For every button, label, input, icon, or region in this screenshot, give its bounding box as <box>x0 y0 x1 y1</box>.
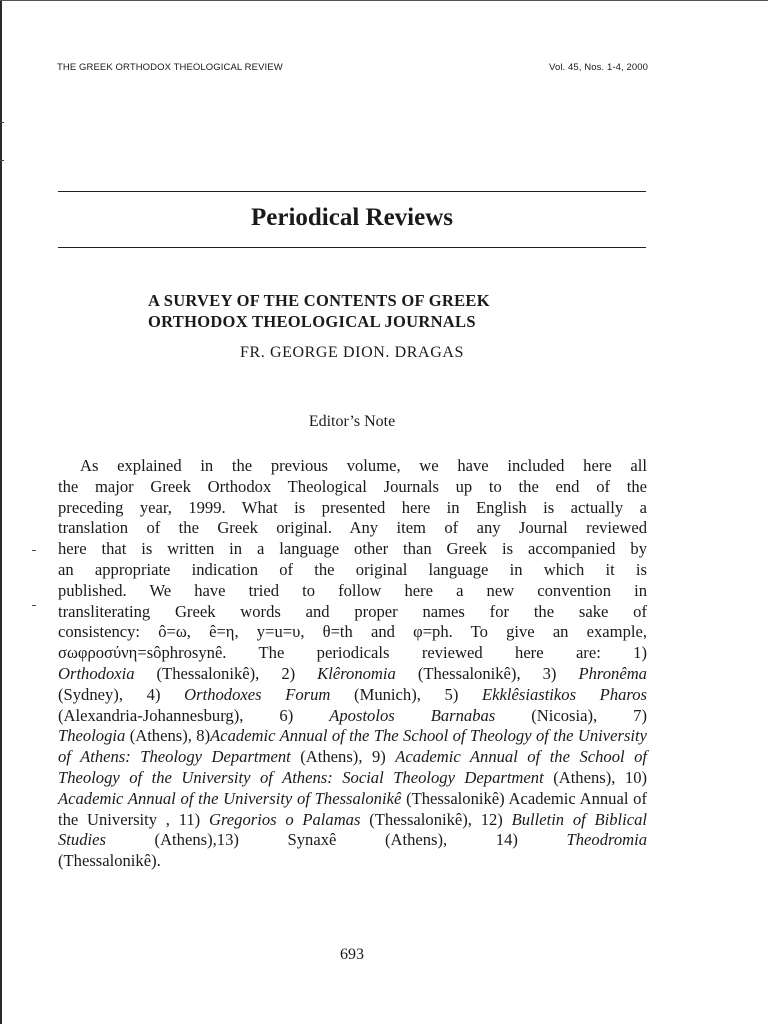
journal-title: Orthodoxes Forum <box>184 684 331 704</box>
journal-title: Academic Annual of the School of Theology of the University of Athens: Social Theology Department <box>58 747 648 787</box>
volume-info: Vol. 45, Nos. 1-4, 2000 <box>549 62 648 73</box>
scan-margin-mark <box>0 122 4 123</box>
body-line: (Thessalonikê). <box>58 851 161 871</box>
article-author: FR. GEORGE DION. DRAGAS <box>239 344 465 361</box>
journal-title: Apostolos Barnabas <box>329 705 496 725</box>
article-title <box>148 290 628 332</box>
body-line: an appropriate indication of the original language in which it is <box>58 559 647 579</box>
journal-title: Academic Annual of the The School of Theology of the University of Athens: Theology Department <box>58 726 647 767</box>
scan-margin-mark <box>32 605 36 606</box>
journal-title: Academic Annual of the University of Thessalonikê <box>58 788 402 808</box>
article-title-line-1: A SURVEY OF THE CONTENTS OF GREEK <box>148 291 490 310</box>
journal-title: Theologia <box>58 726 126 746</box>
journal-title: Klêronomia <box>317 663 396 683</box>
body-line: translation of the Greek original. Any item of any Journal reviewed <box>58 518 647 538</box>
journal-title: Phronêma <box>578 663 647 683</box>
journal-title: Ekklêsiastikos Pharos <box>482 684 648 704</box>
body-line: here that is written in a language other than Greek is accompanied by <box>58 539 647 559</box>
body-line: (Sydney), 4) Orthodoxes Forum (Munich), 5) Ekklêsiastikos Pharos <box>58 684 648 704</box>
body-line: consistency: ô=ω, ê=η, y=u=υ, θ=th and φ=ph. To give an example, <box>58 622 647 642</box>
journal-title: Bulletin of Biblical Studies <box>58 809 648 850</box>
body-line: Orthodoxia (Thessalonikê), 2) Klêronomia (Thessalonikê), 3) Phronêma <box>58 663 647 683</box>
journal-name: THE GREEK ORTHODOX THEOLOGICAL REVIEW <box>57 62 283 73</box>
scan-margin-mark <box>0 160 4 161</box>
scan-top-edge <box>0 0 768 1</box>
body-line: As explained in the previous volume, we have included here all <box>80 456 647 475</box>
section-title: Periodical Reviews <box>250 204 454 231</box>
body-line: (Alexandria-Johannesburg), 6) Apostolos Barnabas (Nicosia), 7) <box>58 705 647 725</box>
body-line: preceding year, 1999. What is presented here in English is actually a <box>58 497 647 517</box>
body-line: published. We have tried to follow here a new convention in <box>58 580 647 600</box>
bottom-rule <box>58 247 646 248</box>
top-rule <box>58 191 646 192</box>
body-line: Theologia (Athens), 8)Academic Annual of the The School of Theology of the University of Athens: Theology Department (Athens), 9) Academic Annual of the School of Theology of the University of Athens: Social Theology Department (Athens), 10) Academic Annual of the University of Thessalonikê (Thessalonikê) Academic Annual of the University , 11) Gregorios o Palamas (Thessalonikê), 12) Bulletin of Biblical Studies (Athens),13) Synaxê (Athens), 14) Theodromia <box>58 726 648 850</box>
journal-title: Gregorios o Palamas <box>208 809 361 829</box>
scan-left-edge <box>0 0 2 1024</box>
scan-margin-mark <box>32 550 36 551</box>
body-line: transliterating Greek words and proper names for the sake of <box>58 601 647 621</box>
editors-note-heading: Editor’s Note <box>308 413 396 430</box>
body-line: the major Greek Orthodox Theological Journals up to the end of the <box>58 476 647 496</box>
page-number: 693 <box>340 946 364 963</box>
article-title-line-2: ORTHODOX THEOLOGICAL JOURNALS <box>148 312 476 331</box>
running-header <box>57 62 648 73</box>
journal-title: Orthodoxia <box>58 663 135 683</box>
journal-title: Theodromia <box>566 830 648 850</box>
editors-note-body <box>58 456 647 872</box>
body-line: σωφροσύνη=sôphrosynê. The periodicals reviewed here are: 1) <box>58 643 647 663</box>
